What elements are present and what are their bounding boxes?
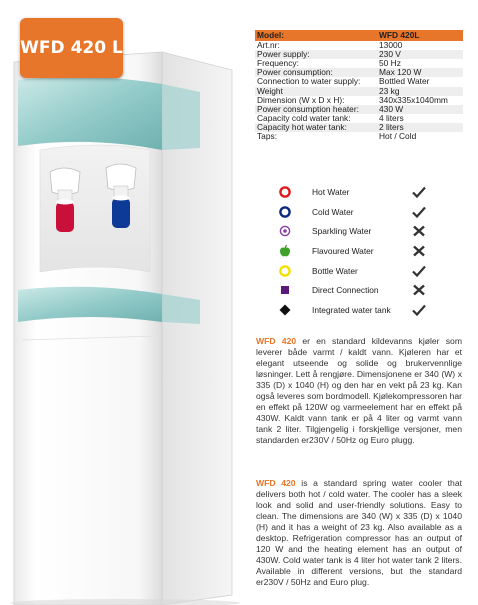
navy-ring-icon bbox=[278, 205, 302, 219]
description-norwegian bbox=[256, 336, 462, 446]
spec-value: WFD 420L bbox=[377, 30, 463, 41]
spec-value: Max 120 W bbox=[377, 68, 463, 77]
spec-header-row bbox=[255, 30, 463, 41]
feature-item bbox=[278, 280, 428, 300]
red-ring-icon bbox=[278, 185, 302, 199]
spec-table bbox=[255, 30, 463, 141]
spec-label: Dimension (W x D x H): bbox=[257, 94, 345, 105]
check-icon bbox=[410, 264, 428, 278]
feature-label: Cold Water bbox=[312, 206, 354, 217]
description-text: er en standard kildevanns kjøler som leverer både varmt / kaldt vann. Kjøleren har et elegant utseende og solide og brukervennlige løsninger. Lett å rengjøre. Dimensjonene er 340 (W) x 335 (D) x 1040 (H) og den har en vekt på 23 kg. Kan også leveres som bordmodell. Kjølekompressoren har en effekt på 120W og varmeelement har en effekt på 430W. Kaldt vann tank er på 4 liter og varmt vann tank 2 liter. Tilgjengelig i forskjellige versjoner, men standarden er230V / 50Hz og Euro plugg. bbox=[256, 336, 463, 445]
spec-value: 340x335x1040mm bbox=[379, 94, 448, 105]
feature-item bbox=[278, 182, 428, 202]
spec-label: Power consumption heater: bbox=[255, 105, 377, 114]
feature-label: Hot Water bbox=[312, 186, 350, 197]
model-badge: WFD 420 L bbox=[20, 18, 123, 78]
feature-list bbox=[278, 182, 428, 320]
spec-value: 2 liters bbox=[377, 123, 463, 132]
spec-row bbox=[255, 77, 463, 86]
feature-label: Sparkling Water bbox=[312, 226, 372, 237]
brand-name: WFD 420 bbox=[256, 336, 297, 346]
spec-value: Hot / Cold bbox=[379, 131, 417, 142]
spec-value: Bottled Water bbox=[379, 76, 430, 87]
feature-label: Integrated water tank bbox=[312, 304, 391, 315]
feature-item bbox=[278, 221, 428, 241]
purple-square-icon bbox=[278, 283, 302, 297]
spec-value: 13000 bbox=[379, 40, 403, 51]
spec-label: Frequency: bbox=[257, 58, 299, 69]
feature-label: Direct Connection bbox=[312, 285, 379, 296]
spec-label: Capacity hot water tank: bbox=[255, 123, 377, 132]
spec-label: Power consumption: bbox=[255, 68, 377, 77]
check-icon bbox=[410, 303, 428, 317]
feature-item bbox=[278, 202, 428, 222]
spec-label: Model: bbox=[255, 30, 377, 41]
purple-dot-ring-icon bbox=[278, 224, 302, 238]
spec-value: 430 W bbox=[377, 105, 463, 114]
spec-value: 23 kg bbox=[377, 87, 463, 96]
yellow-ring-icon bbox=[278, 264, 302, 278]
feature-item bbox=[278, 261, 428, 281]
cross-icon bbox=[410, 283, 428, 297]
cross-icon bbox=[410, 224, 428, 238]
check-icon bbox=[410, 205, 428, 219]
spec-label: Weight bbox=[255, 87, 377, 96]
feature-item bbox=[278, 241, 428, 261]
spec-label: Art.nr: bbox=[257, 40, 280, 51]
spec-value: 50 Hz bbox=[379, 58, 401, 69]
feature-label: Bottle Water bbox=[312, 265, 358, 276]
spec-value: 230 V bbox=[377, 50, 463, 59]
check-icon bbox=[410, 185, 428, 199]
feature-label: Flavoured Water bbox=[312, 245, 374, 256]
green-apple-icon bbox=[278, 244, 302, 258]
description-english bbox=[256, 478, 462, 588]
spec-value: 4 liters bbox=[379, 112, 404, 123]
spec-label: Taps: bbox=[257, 131, 278, 142]
feature-item bbox=[278, 300, 428, 320]
spec-label: Connection to water supply: bbox=[257, 76, 361, 87]
brand-name: WFD 420 bbox=[256, 478, 296, 488]
spec-label: Power supply: bbox=[255, 50, 377, 59]
spec-row bbox=[255, 132, 463, 141]
cross-icon bbox=[410, 244, 428, 258]
spec-label: Capacity cold water tank: bbox=[257, 112, 351, 123]
description-text: is a standard spring water cooler that delivers both hot / cold water. The cooler has a sleek look and solid and user-friendly solutions. Easy to clean. The dimensions are 340 (W) x 335 (D) x 1040 (H) and it has a weight of 23 kg. Also available as a desktop. Refrigeration compressor has an output of 120 W and the heating element has an output of 430W. Cold water tank is 4 liter hot water tank 2 liters. Available in different versions, but the standard er230V / 50Hz and Euro plug. bbox=[256, 478, 462, 587]
black-diamond-icon bbox=[278, 303, 302, 317]
spec-row bbox=[255, 123, 463, 132]
